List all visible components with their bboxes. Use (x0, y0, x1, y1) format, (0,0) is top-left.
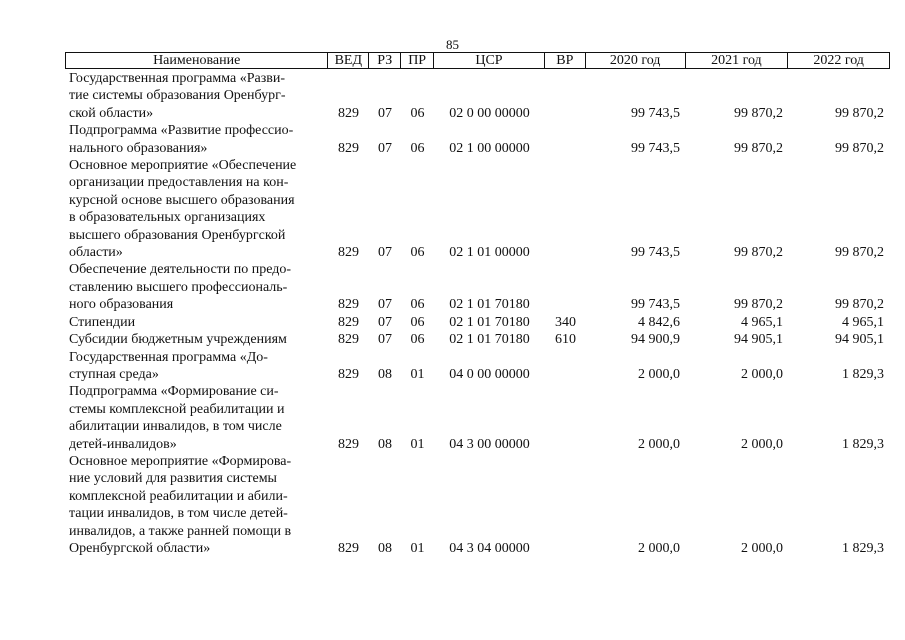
cell-pr: 06 (410, 105, 425, 121)
cell-2021: 99 870,2 (734, 140, 783, 156)
cell-2020: 2 000,0 (638, 540, 680, 556)
cell-pr: 06 (410, 140, 425, 156)
header-name: Наименование (66, 53, 328, 68)
cell-2022: 94 905,1 (835, 332, 884, 348)
name-line: области» (69, 245, 123, 261)
cell-pr: 01 (410, 436, 425, 452)
name-line: ние условий для развития системы (69, 471, 277, 487)
header-year-2021: 2021 год (686, 53, 789, 68)
cell-vr: 340 (555, 314, 576, 330)
cell-2020: 94 900,9 (631, 332, 680, 348)
name-line: Оренбургской области» (69, 540, 211, 556)
cell-ved: 829 (338, 297, 359, 313)
cell-ved: 829 (338, 105, 359, 121)
cell-2021: 2 000,0 (741, 366, 783, 382)
cell-ved: 829 (338, 366, 359, 382)
cell-2021: 99 870,2 (734, 297, 783, 313)
cell-rz: 08 (378, 540, 392, 556)
page-number: 85 (446, 37, 459, 52)
cell-csr: 02 0 00 00000 (449, 105, 530, 121)
cell-csr: 02 1 00 00000 (449, 140, 530, 156)
name-line: ставлению высшего профессиональ- (69, 279, 288, 295)
header-rz: РЗ (369, 53, 401, 68)
cell-pr: 06 (410, 314, 425, 330)
cell-name (65, 331, 328, 348)
name-line: высшего образования Оренбургской (69, 227, 286, 243)
table-header (65, 52, 890, 69)
cell-2022: 99 870,2 (835, 140, 884, 156)
cell-2022: 1 829,3 (842, 540, 884, 556)
cell-ved: 829 (338, 245, 359, 261)
cell-csr: 04 0 00 00000 (449, 366, 530, 382)
table-row (65, 314, 890, 331)
cell-rz: 07 (378, 245, 392, 261)
name-line: Подпрограмма «Развитие профессио- (69, 123, 294, 139)
cell-name (65, 261, 328, 313)
cell-rz: 07 (378, 314, 392, 330)
cell-name (65, 122, 328, 157)
table-body (65, 70, 890, 557)
cell-rz: 08 (378, 436, 392, 452)
name-line: курсной основе высшего образования (69, 192, 295, 208)
header-year-2022: 2022 год (813, 53, 864, 68)
cell-name (65, 157, 328, 261)
cell-2020: 2 000,0 (638, 366, 680, 382)
name-line: комплексной реабилитации и абили- (69, 488, 288, 504)
name-line: ской области» (69, 105, 154, 121)
cell-2021: 4 965,1 (741, 314, 783, 330)
cell-2021: 2 000,0 (741, 436, 783, 452)
cell-pr: 01 (410, 366, 425, 382)
header-pr: ПР (401, 53, 434, 68)
table-row (65, 453, 890, 557)
name-line: Обеспечение деятельности по предо- (69, 262, 292, 278)
header-year-2020: 2020 год (586, 53, 686, 68)
cell-vr: 610 (555, 332, 576, 348)
header-ved: ВЕД (328, 53, 369, 68)
table-row (65, 261, 890, 313)
name-line: нального образования» (69, 140, 208, 156)
name-line: организации предоставления на кон- (69, 175, 289, 191)
cell-2021: 99 870,2 (734, 105, 783, 121)
cell-ved: 829 (338, 540, 359, 556)
cell-name (65, 383, 328, 453)
name-line: ного образования (69, 297, 174, 313)
name-line: ступная среда» (69, 366, 159, 382)
name-line: тие системы образования Оренбург- (69, 88, 286, 104)
cell-rz: 07 (378, 140, 392, 156)
table-row (65, 70, 890, 122)
header-vr: ВР (545, 53, 586, 68)
cell-csr: 02 1 01 70180 (449, 314, 530, 330)
cell-name (65, 70, 328, 122)
cell-2020: 99 743,5 (631, 105, 680, 121)
name-line: инвалидов, а также ранней помощи в (69, 523, 292, 539)
cell-csr: 04 3 00 00000 (449, 436, 530, 452)
cell-ved: 829 (338, 140, 359, 156)
table-row (65, 383, 890, 453)
cell-2022: 4 965,1 (842, 314, 884, 330)
header-csr: ЦСР (434, 53, 545, 68)
table-row (65, 157, 890, 261)
cell-rz: 07 (378, 332, 392, 348)
cell-2020: 99 743,5 (631, 140, 680, 156)
name-line: тации инвалидов, в том числе детей- (69, 506, 288, 522)
table-row (65, 331, 890, 348)
cell-rz: 08 (378, 366, 392, 382)
cell-pr: 06 (410, 245, 425, 261)
cell-ved: 829 (338, 332, 359, 348)
cell-2022: 99 870,2 (835, 297, 884, 313)
cell-ved: 829 (338, 314, 359, 330)
cell-2020: 4 842,6 (638, 314, 680, 330)
cell-csr: 02 1 01 00000 (449, 245, 530, 261)
cell-2020: 2 000,0 (638, 436, 680, 452)
cell-2020: 99 743,5 (631, 297, 680, 313)
name-line: Субсидии бюджетным учреждениям (69, 332, 287, 348)
name-line: Основное мероприятие «Формирова- (69, 453, 292, 469)
table-row (65, 349, 890, 384)
cell-2021: 94 905,1 (734, 332, 783, 348)
cell-csr: 02 1 01 70180 (449, 297, 530, 313)
cell-2021: 2 000,0 (741, 540, 783, 556)
cell-2022: 1 829,3 (842, 366, 884, 382)
cell-rz: 07 (378, 297, 392, 313)
cell-ved: 829 (338, 436, 359, 452)
name-line: стемы комплексной реабилитации и (69, 401, 285, 417)
cell-2021: 99 870,2 (734, 245, 783, 261)
name-line: в образовательных организациях (69, 210, 266, 226)
name-line: Подпрограмма «Формирование си- (69, 384, 279, 400)
cell-2022: 99 870,2 (835, 105, 884, 121)
cell-csr: 04 3 04 00000 (449, 540, 530, 556)
name-line: Государственная программа «Разви- (69, 71, 285, 86)
cell-2022: 1 829,3 (842, 436, 884, 452)
name-line: Основное мероприятие «Обеспечение (69, 158, 297, 174)
table-row (65, 122, 890, 157)
cell-2022: 99 870,2 (835, 245, 884, 261)
name-line: детей-инвалидов» (69, 436, 177, 452)
cell-name (65, 349, 328, 384)
cell-rz: 07 (378, 105, 392, 121)
cell-csr: 02 1 01 70180 (449, 332, 530, 348)
cell-pr: 06 (410, 297, 425, 313)
cell-name (65, 453, 328, 557)
name-line: Стипендии (69, 314, 136, 330)
cell-name (65, 314, 328, 331)
cell-2020: 99 743,5 (631, 245, 680, 261)
name-line: Государственная программа «До- (69, 349, 268, 365)
cell-pr: 06 (410, 332, 425, 348)
name-line: абилитации инвалидов, в том числе (69, 419, 282, 435)
cell-pr: 01 (410, 540, 425, 556)
